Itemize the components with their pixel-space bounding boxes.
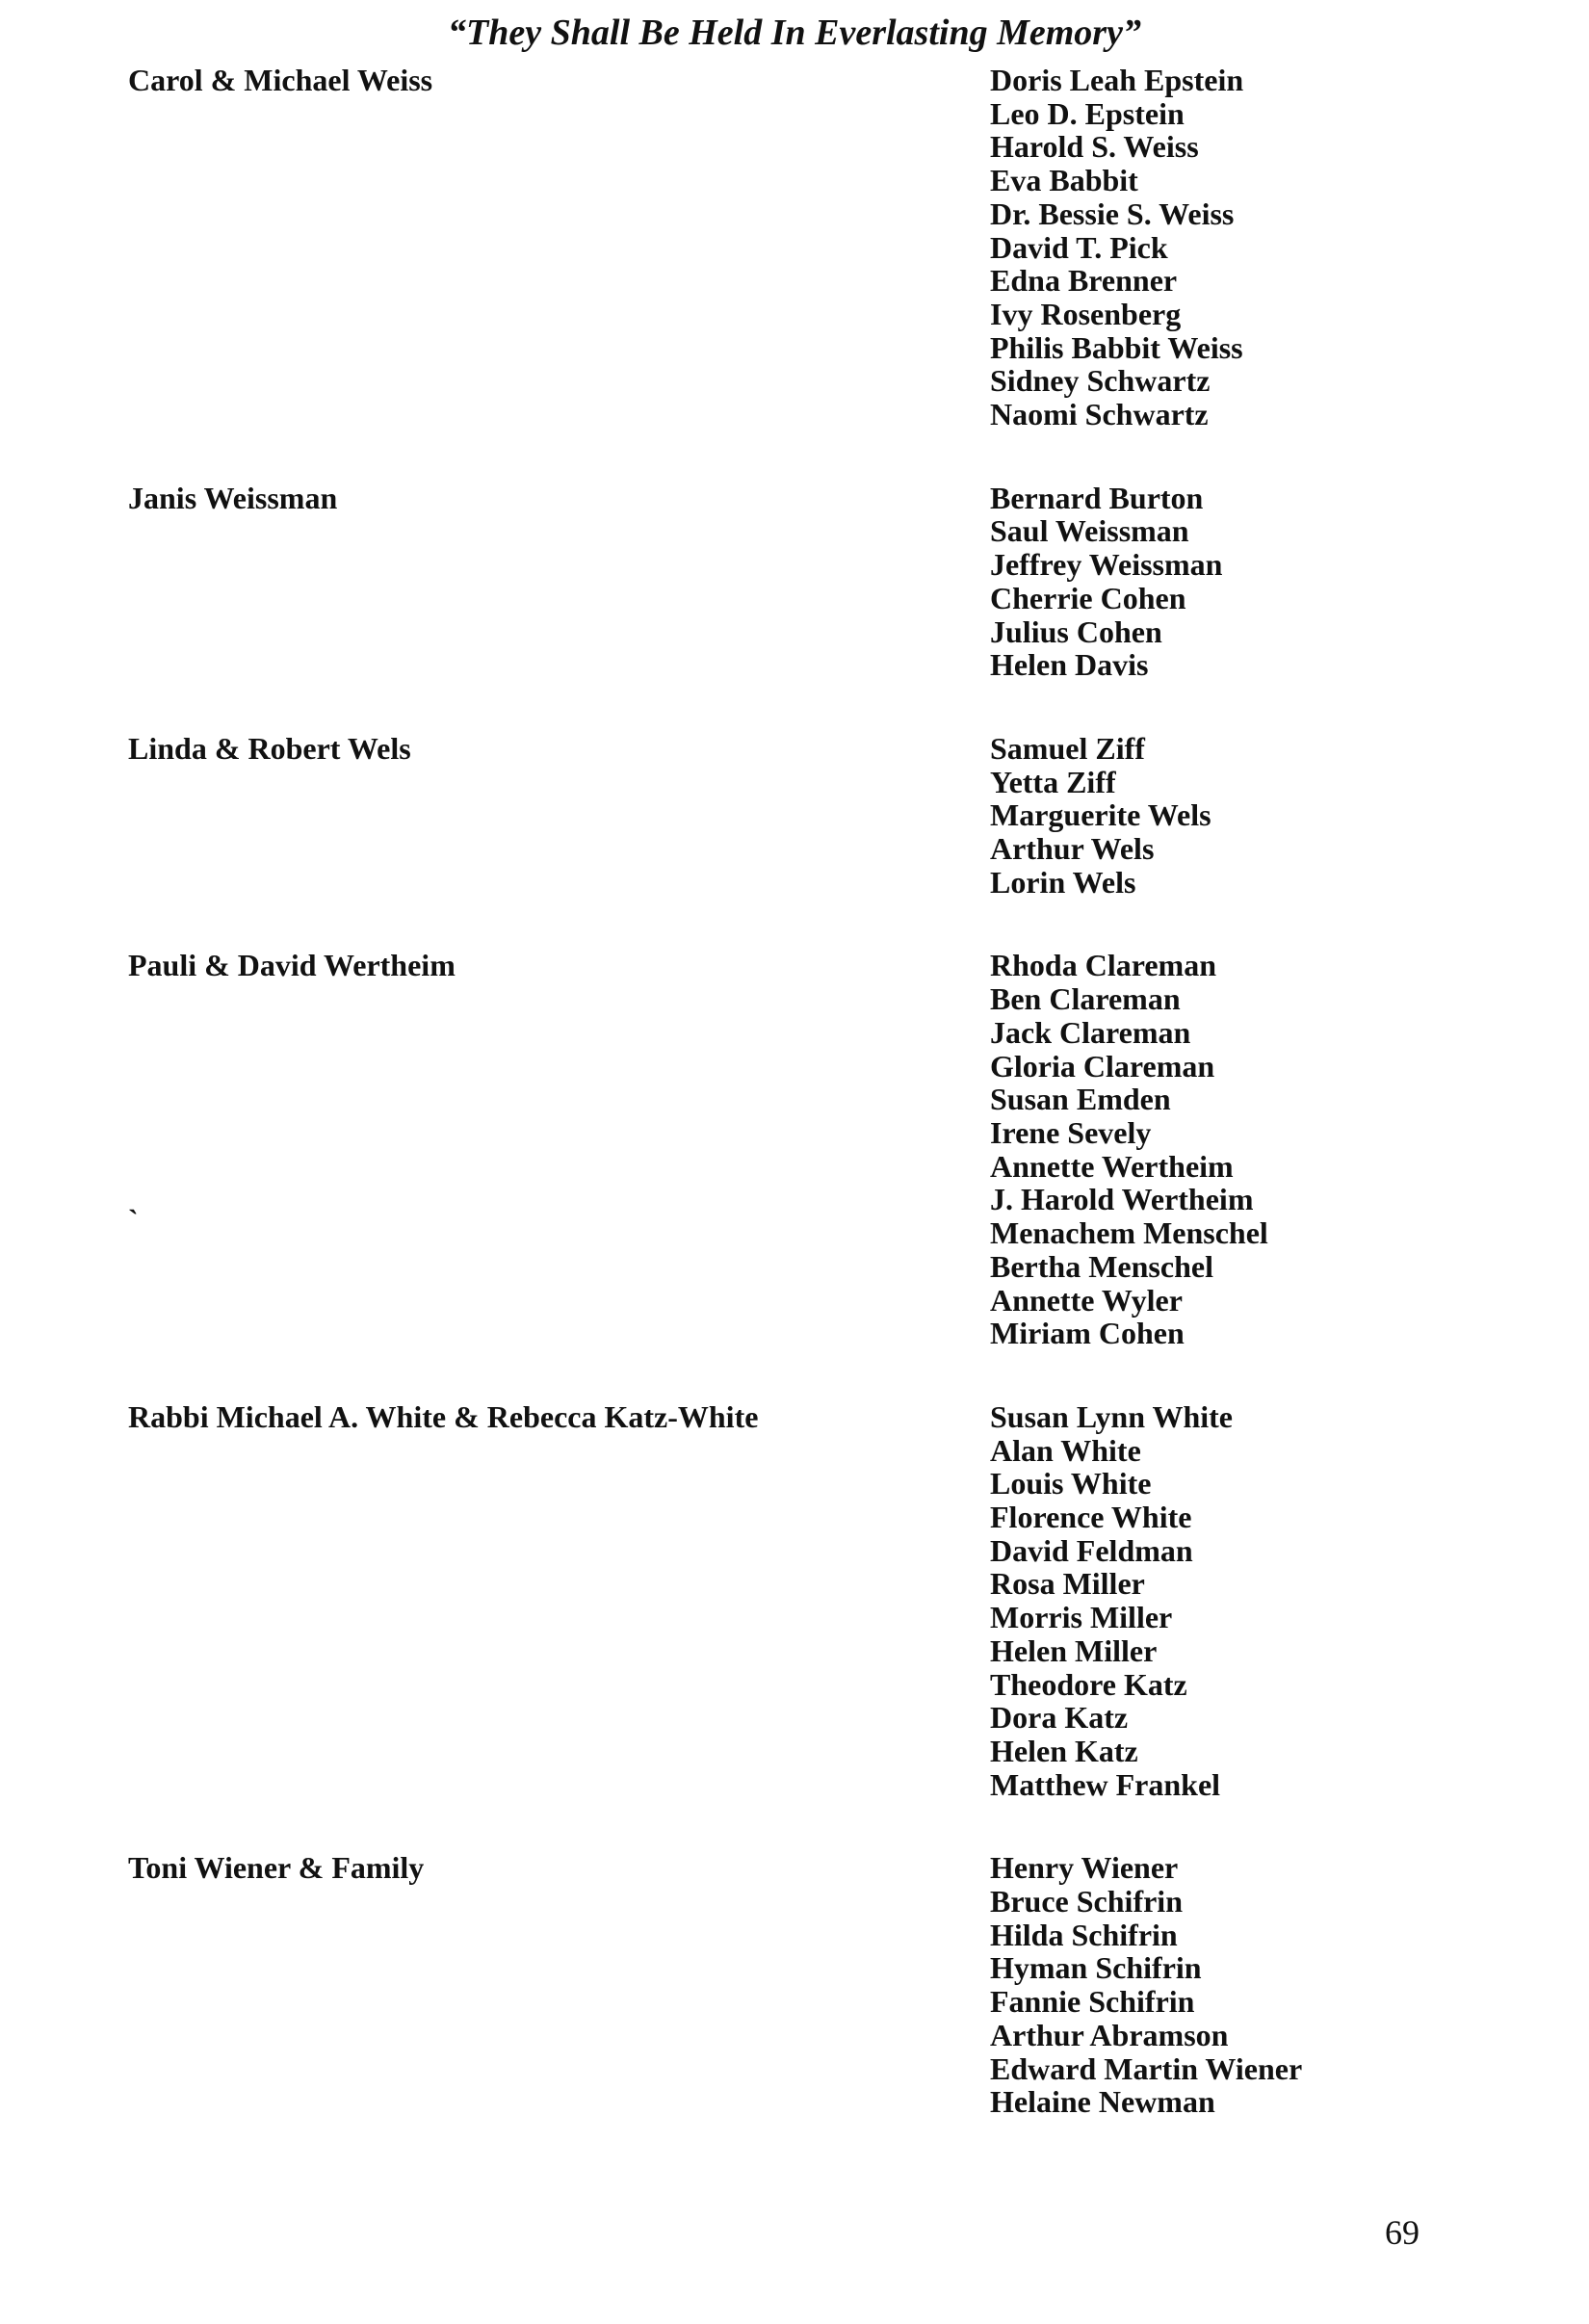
honoree-name: Annette Wertheim <box>990 1148 1234 1184</box>
honoree-name: Miriam Cohen <box>990 1316 1185 1351</box>
honoree-name: Bruce Schifrin <box>990 1884 1183 1919</box>
page-title: “They Shall Be Held In Everlasting Memory” <box>448 13 1141 53</box>
honoree-name: Hyman Schifrin <box>990 1950 1202 1986</box>
honoree-name: Hilda Schifrin <box>990 1917 1178 1952</box>
honoree-name: Bertha Menschel <box>990 1248 1213 1284</box>
honoree-name: Saul Weissman <box>990 513 1189 549</box>
honoree-name: Doris Leah Epstein <box>990 63 1244 97</box>
honoree-name: Louis White <box>990 1466 1152 1501</box>
honoree-name: Rhoda Clareman <box>990 948 1216 983</box>
honoree-name: Jeffrey Weissman <box>990 547 1223 583</box>
honoree-list <box>990 64 1589 431</box>
honoree-name: Susan Lynn White <box>990 1398 1233 1434</box>
honoree-name: David Feldman <box>990 1532 1193 1568</box>
donor-name: Linda & Robert Wels <box>128 730 411 766</box>
honoree-name: Arthur Wels <box>990 831 1155 867</box>
honoree-name: Yetta Ziff <box>990 764 1116 799</box>
honoree-name: Samuel Ziff <box>990 730 1145 766</box>
memorial-entry <box>0 64 1589 431</box>
donor-name: Pauli & David Wertheim <box>128 948 456 983</box>
honoree-name: Matthew Frankel <box>990 1766 1221 1802</box>
honoree-name: Ivy Rosenberg <box>990 296 1182 331</box>
donor-name: Carol & Michael Weiss <box>128 63 433 97</box>
honoree-name: Philis Babbit Weiss <box>990 329 1243 365</box>
honoree-name: Bernard Burton <box>990 480 1204 515</box>
honoree-name: Menachem Menschel <box>990 1215 1268 1251</box>
honoree-name: Irene Sevely <box>990 1114 1152 1150</box>
honoree-name: Morris Miller <box>990 1600 1173 1635</box>
memorial-list <box>0 64 1589 2169</box>
honoree-name: Eva Babbit <box>990 163 1138 198</box>
honoree-name: Ben Clareman <box>990 981 1181 1017</box>
honoree-name: Rosa Miller <box>990 1566 1145 1602</box>
honoree-name: Gloria Clareman <box>990 1048 1215 1084</box>
donor-name: Janis Weissman <box>128 480 338 515</box>
honoree-name: Helen Davis <box>990 647 1149 683</box>
page-number: 69 <box>1385 2213 1420 2252</box>
honoree-name: Dora Katz <box>990 1700 1129 1736</box>
honoree-name: Edward Martin Wiener <box>990 2050 1303 2086</box>
honoree-name: David T. Pick <box>990 229 1168 265</box>
honoree-name: Edna Brenner <box>990 263 1178 299</box>
memorial-entry <box>0 1400 1589 1801</box>
honoree-name: Lorin Wels <box>990 864 1136 900</box>
honoree-list <box>990 949 1589 1349</box>
honoree-name: Susan Emden <box>990 1082 1171 1117</box>
honoree-name: Sidney Schwartz <box>990 363 1211 399</box>
memorial-entry <box>0 732 1589 900</box>
honoree-name: Julius Cohen <box>990 614 1162 649</box>
memorial-entry <box>0 1851 1589 2119</box>
honoree-name: Helen Katz <box>990 1733 1138 1768</box>
honoree-name: Naomi Schwartz <box>990 397 1209 432</box>
honoree-name: Helen Miller <box>990 1632 1158 1668</box>
honoree-name: Fannie Schifrin <box>990 1984 1195 2020</box>
honoree-name: Marguerite Wels <box>990 797 1211 833</box>
honoree-name: Arthur Abramson <box>990 2017 1229 2052</box>
honoree-name: Leo D. Epstein <box>990 95 1185 131</box>
honoree-name: Florence White <box>990 1500 1192 1535</box>
honoree-name: Helaine Newman <box>990 2084 1215 2120</box>
honoree-list <box>990 482 1589 682</box>
honoree-name: Jack Clareman <box>990 1014 1191 1050</box>
donor-name: Toni Wiener & Family <box>128 1850 425 1886</box>
honoree-list <box>990 732 1589 900</box>
honoree-name: Annette Wyler <box>990 1282 1183 1318</box>
honoree-name: J. Harold Wertheim <box>990 1182 1254 1217</box>
honoree-name: Alan White <box>990 1432 1141 1468</box>
honoree-list <box>990 1851 1589 2119</box>
donor-name: Rabbi Michael A. White & Rebecca Katz-White <box>128 1398 759 1434</box>
stray-mark: ` <box>128 1203 139 1238</box>
honoree-name: Dr. Bessie S. Weiss <box>990 196 1235 231</box>
honoree-name: Cherrie Cohen <box>990 580 1186 615</box>
honoree-name: Henry Wiener <box>990 1850 1179 1886</box>
memorial-entry <box>0 949 1589 1349</box>
honoree-name: Theodore Katz <box>990 1666 1187 1702</box>
honoree-name: Harold S. Weiss <box>990 129 1199 165</box>
memorial-entry <box>0 482 1589 682</box>
honoree-list <box>990 1400 1589 1801</box>
